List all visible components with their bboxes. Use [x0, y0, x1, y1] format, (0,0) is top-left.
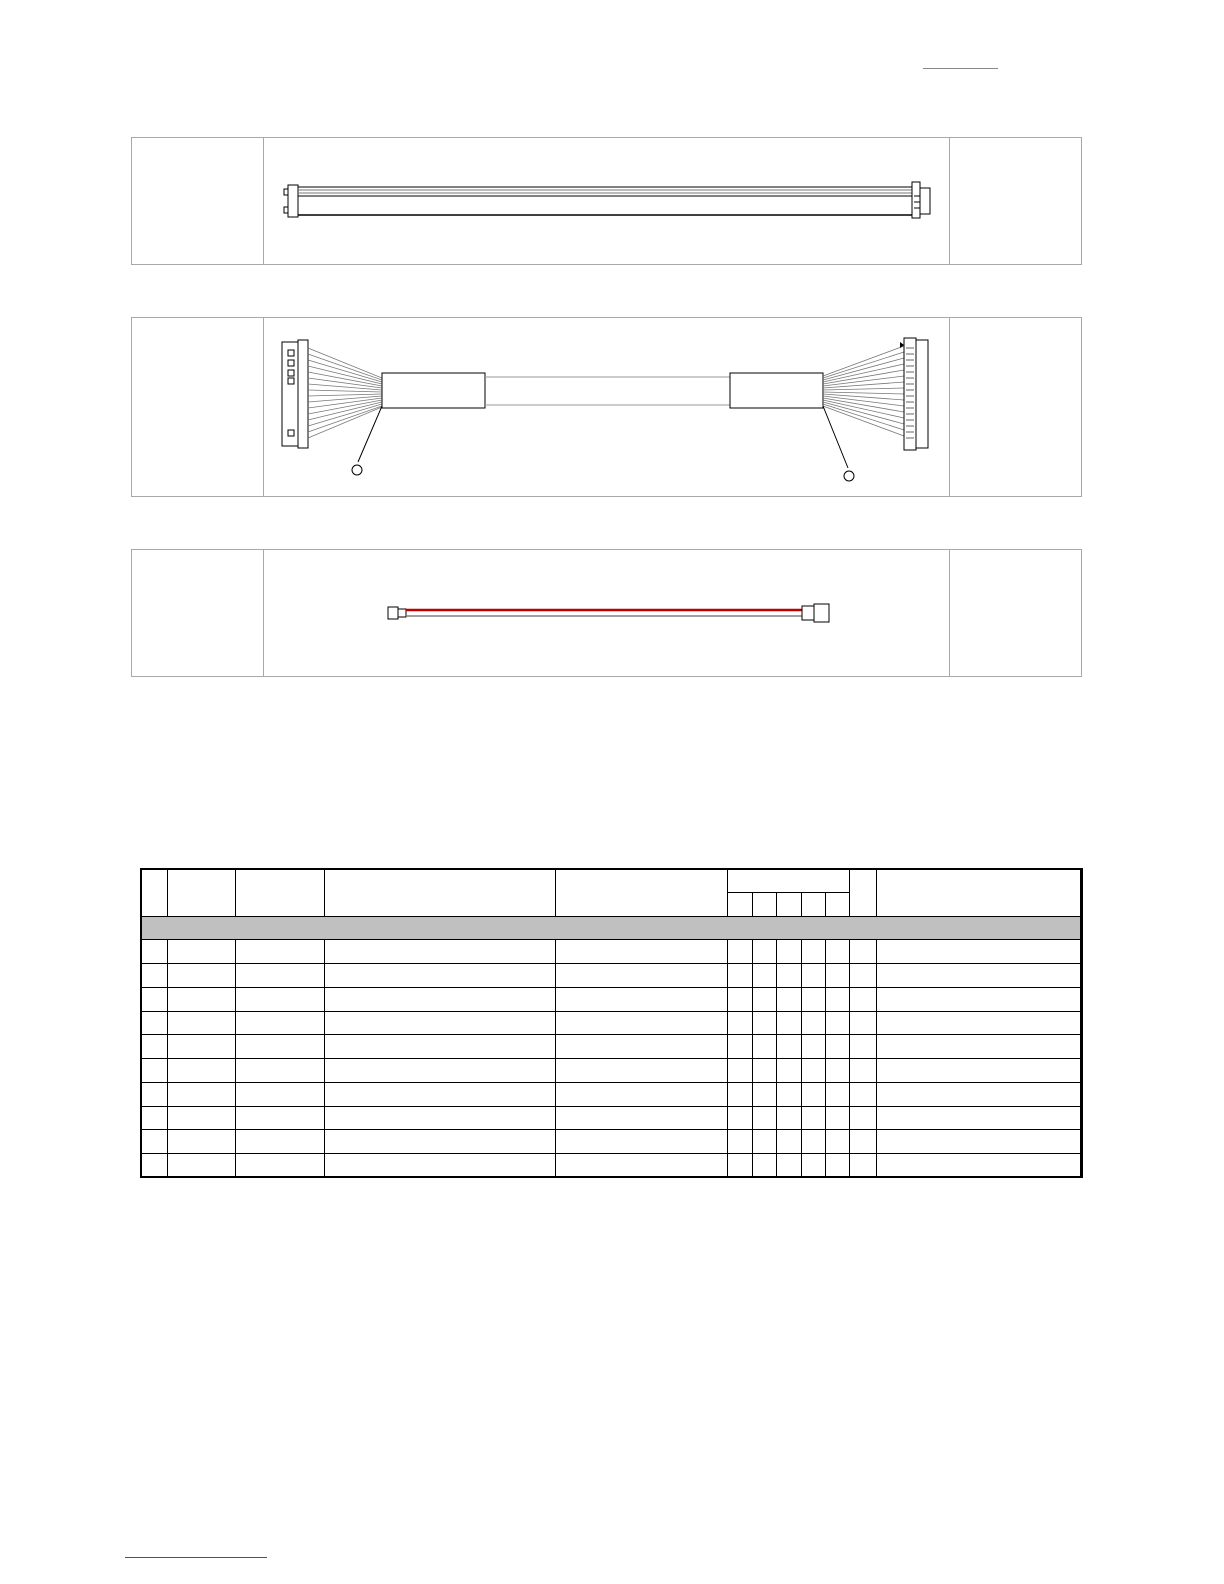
header-cell: [236, 869, 325, 917]
table-cell: [850, 1082, 877, 1106]
table-cell: [325, 1011, 556, 1035]
table-cell: [168, 1059, 236, 1083]
table-cell: [877, 1059, 1083, 1083]
table-cell: [802, 987, 826, 1011]
table-cell: [777, 1130, 802, 1154]
table-cell: [877, 964, 1083, 988]
ring-terminal-icon: [844, 471, 854, 481]
table-cell: [141, 964, 168, 988]
table-cell: [826, 1059, 850, 1083]
table-cell: [325, 940, 556, 964]
right-connector-icon: [904, 338, 916, 450]
header-cell: [556, 869, 728, 917]
table-cell: [753, 987, 777, 1011]
table-cell: [877, 987, 1083, 1011]
table-header-row: [141, 869, 1083, 893]
table-cell: [325, 1059, 556, 1083]
cable-figure-1-label-cell: [132, 138, 264, 264]
cable-figure-1-note-cell: [949, 138, 1081, 264]
table-cell: [236, 1130, 325, 1154]
table-cell: [728, 1059, 753, 1083]
table-cell: [777, 1106, 802, 1130]
table-cell: [850, 1035, 877, 1059]
table-cell: [556, 1035, 728, 1059]
left-connector-icon: [388, 607, 398, 619]
table-cell: [877, 1082, 1083, 1106]
table-cell: [236, 1035, 325, 1059]
cable-figure-3-label-cell: [132, 550, 264, 676]
section-band-cell: [141, 916, 1083, 940]
table-cell: [141, 1154, 168, 1178]
table-cell: [850, 1106, 877, 1130]
cable-figure-2-label-cell: [132, 318, 264, 496]
table-cell: [556, 1130, 728, 1154]
table-cell: [850, 964, 877, 988]
table-cell: [168, 1106, 236, 1130]
table-cell: [777, 964, 802, 988]
table-cell: [556, 964, 728, 988]
table-cell: [777, 1011, 802, 1035]
table-cell: [325, 1106, 556, 1130]
table-cell: [236, 964, 325, 988]
table-cell: [141, 1082, 168, 1106]
table-cell: [236, 1082, 325, 1106]
table-cell: [850, 1130, 877, 1154]
table-cell: [850, 1154, 877, 1178]
table-cell: [168, 987, 236, 1011]
cable-figure-1: [131, 137, 1082, 265]
table-cell: [826, 940, 850, 964]
table-cell: [877, 1130, 1083, 1154]
table-cell: [753, 1059, 777, 1083]
table-cell: [325, 1130, 556, 1154]
header-cell: [877, 869, 1083, 917]
table-row: [141, 1059, 1083, 1083]
table-row: [141, 1082, 1083, 1106]
table-cell: [556, 1106, 728, 1130]
table-cell: [753, 940, 777, 964]
subheader-cell: [728, 892, 753, 916]
table-cell: [753, 964, 777, 988]
table-cell: [802, 1035, 826, 1059]
table-row: [141, 964, 1083, 988]
parts-list-table: [140, 868, 1083, 1178]
cable-figure-2-note-cell: [949, 318, 1081, 496]
table-row: [141, 1154, 1083, 1178]
table-cell: [826, 1106, 850, 1130]
table-cell: [325, 1082, 556, 1106]
table-cell: [802, 1130, 826, 1154]
table-cell: [168, 940, 236, 964]
table-cell: [826, 987, 850, 1011]
table-cell: [325, 1154, 556, 1178]
table-cell: [728, 964, 753, 988]
table-cell: [753, 1011, 777, 1035]
right-connector-icon: [814, 604, 829, 622]
table-row: [141, 1130, 1083, 1154]
left-connector-icon: [288, 185, 298, 217]
table-cell: [802, 1082, 826, 1106]
flat-ribbon-cable-drawing: [264, 138, 951, 264]
table-cell: [777, 987, 802, 1011]
header-cell: [325, 869, 556, 917]
subheader-cell: [826, 892, 850, 916]
table-cell: [826, 964, 850, 988]
table-cell: [141, 1130, 168, 1154]
cable-figure-3: [131, 549, 1082, 677]
table-cell: [236, 987, 325, 1011]
table-cell: [826, 1154, 850, 1178]
table-cell: [556, 1011, 728, 1035]
table-cell: [777, 1059, 802, 1083]
table-cell: [753, 1130, 777, 1154]
table-cell: [325, 964, 556, 988]
table-cell: [556, 1154, 728, 1178]
table-cell: [753, 1154, 777, 1178]
table-cell: [728, 1106, 753, 1130]
table-cell: [168, 1035, 236, 1059]
table-row: [141, 987, 1083, 1011]
table-cell: [168, 1130, 236, 1154]
ring-terminal-icon: [352, 465, 362, 475]
table-cell: [802, 1059, 826, 1083]
table-body: [141, 940, 1083, 1178]
table-cell: [141, 1035, 168, 1059]
table-cell: [850, 940, 877, 964]
table-cell: [826, 1082, 850, 1106]
table-row: [141, 940, 1083, 964]
table-cell: [877, 1011, 1083, 1035]
table-cell: [236, 1106, 325, 1130]
table-cell: [850, 987, 877, 1011]
table-cell: [236, 1011, 325, 1035]
table-cell: [141, 940, 168, 964]
table-cell: [826, 1035, 850, 1059]
table-cell: [802, 964, 826, 988]
table-cell: [877, 1035, 1083, 1059]
two-wire-power-cable-drawing: [264, 550, 951, 676]
table-cell: [141, 987, 168, 1011]
cable-figure-2-drawing-cell: [264, 318, 949, 496]
table-cell: [753, 1035, 777, 1059]
cable-figure-1-drawing-cell: [264, 138, 949, 264]
subheader-cell: [777, 892, 802, 916]
table-cell: [826, 1130, 850, 1154]
table-cell: [728, 1011, 753, 1035]
subheader-cell: [802, 892, 826, 916]
table-cell: [728, 1082, 753, 1106]
table-cell: [141, 1011, 168, 1035]
table-cell: [325, 987, 556, 1011]
table-cell: [168, 964, 236, 988]
table-cell: [168, 1154, 236, 1178]
table-row: [141, 1011, 1083, 1035]
table-cell: [877, 1106, 1083, 1130]
table-cell: [556, 1082, 728, 1106]
table-cell: [802, 940, 826, 964]
table-cell: [556, 940, 728, 964]
table-cell: [168, 1082, 236, 1106]
table-cell: [728, 1035, 753, 1059]
header-cell: [141, 869, 168, 917]
table-cell: [753, 1106, 777, 1130]
table-cell: [777, 940, 802, 964]
right-connector-icon: [920, 188, 930, 214]
table-cell: [777, 1082, 802, 1106]
table-cell: [141, 1106, 168, 1130]
table-section-band: [141, 916, 1083, 940]
table-cell: [802, 1011, 826, 1035]
table-cell: [826, 1011, 850, 1035]
table-cell: [850, 1059, 877, 1083]
table-cell: [556, 1059, 728, 1083]
cable-figure-3-drawing-cell: [264, 550, 949, 676]
table-cell: [877, 1154, 1083, 1178]
table-cell: [850, 1011, 877, 1035]
table-cell: [777, 1154, 802, 1178]
table-cell: [728, 940, 753, 964]
table-cell: [777, 1035, 802, 1059]
footer-rule: [125, 1557, 267, 1558]
table-cell: [753, 1082, 777, 1106]
table-cell: [168, 1011, 236, 1035]
table-cell: [728, 1154, 753, 1178]
cable-figure-2: [131, 317, 1082, 497]
table-row: [141, 1035, 1083, 1059]
table-row: [141, 1106, 1083, 1130]
header-rule: [923, 68, 998, 69]
table-cell: [877, 940, 1083, 964]
header-cell: [850, 869, 877, 917]
table-cell: [728, 1130, 753, 1154]
table-cell: [802, 1154, 826, 1178]
table-cell: [236, 1154, 325, 1178]
cable-figure-3-note-cell: [949, 550, 1081, 676]
subheader-cell: [753, 892, 777, 916]
table-cell: [728, 987, 753, 1011]
header-group-cell: [728, 869, 850, 893]
table-cell: [802, 1106, 826, 1130]
shielded-harness-cable-drawing: [264, 318, 951, 496]
table-cell: [556, 987, 728, 1011]
table-cell: [236, 940, 325, 964]
table-cell: [141, 1059, 168, 1083]
table-cell: [236, 1059, 325, 1083]
header-cell: [168, 869, 236, 917]
table-cell: [325, 1035, 556, 1059]
